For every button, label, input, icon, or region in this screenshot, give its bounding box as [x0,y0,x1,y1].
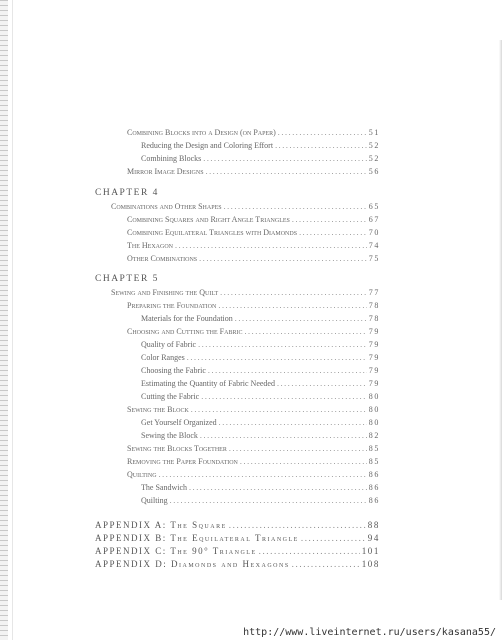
toc-entry-label: Quilting [127,470,157,479]
toc-entry[interactable] [95,453,380,467]
toc-entry-page: 52 [368,154,380,163]
toc-entry[interactable] [95,479,380,493]
toc-entry-page: 52 [368,141,380,150]
leader-dots [199,254,367,264]
toc-entry-page: 51 [368,128,380,137]
toc-entry-page: 85 [368,457,380,466]
toc-entry-label: Combining Blocks into a Design (on Paper) [127,128,276,137]
toc-entry[interactable] [95,336,380,350]
leader-dots [292,559,360,569]
toc-entry[interactable] [95,211,380,225]
toc-entry-page: 78 [368,314,380,323]
toc-entry-page: 86 [368,470,380,479]
toc-entry-label: Estimating the Quantity of Fabric Needed [141,379,275,388]
toc-entry-label: Preparing the Foundation [127,301,217,310]
toc-entry[interactable] [95,375,380,389]
toc-entry[interactable] [95,224,380,238]
toc-entry[interactable] [95,414,380,428]
leader-dots [206,167,367,177]
toc-entry[interactable] [95,440,380,454]
toc-entry[interactable] [95,323,380,337]
appendix-page: 108 [361,559,380,569]
toc-entry-label: The Sandwich [141,483,187,492]
toc-entry-label: Removing the Paper Foundation [127,457,238,466]
toc-entry-label: Cutting the Fabric [141,392,200,401]
toc-entry-label: Combining Blocks [141,154,202,163]
toc-entry-label: Sewing the Block [127,405,189,414]
toc-entry-label: Other Combinations [127,254,198,263]
toc-entry-label: Combinations and Other Shapes [111,202,222,211]
toc-entry-page: 79 [368,366,380,375]
appendix-page: 101 [361,546,380,556]
watermark-url: http://www.liveinternet.ru/users/kasana55/ [243,627,496,638]
appendix-entry[interactable] [95,516,380,530]
toc-entry-page: 77 [368,288,380,297]
toc-entry[interactable] [95,237,380,251]
toc-entry-label: Combining Equilateral Triangles with Diamonds [127,228,298,237]
appendix-label: APPENDIX A: The Square [95,520,227,530]
toc-entry-page: 79 [368,327,380,336]
appendix-entry[interactable] [95,529,380,543]
appendix-label: APPENDIX C: The 90° Triangle [95,546,257,556]
toc-entry-page: 85 [368,444,380,453]
toc-entry[interactable] [95,284,380,298]
appendix-page: 94 [367,533,380,543]
toc-entry-label: The Hexagon [127,241,173,250]
toc-entry-page: 67 [368,215,380,224]
spiral-binding [0,0,8,640]
toc-entry-label: Color Ranges [141,353,185,362]
toc-entry-page: 86 [368,496,380,505]
toc-entry-label: Reducing the Design and Coloring Effort [141,141,274,150]
appendix-page: 88 [367,520,380,530]
toc-entry[interactable] [95,137,380,151]
toc-entry-page: 79 [368,340,380,349]
toc-entry-page: 80 [368,392,380,401]
toc-entry[interactable] [95,492,380,506]
toc-entry-label: Choosing and Cutting the Fabric [127,327,243,336]
toc-entry-label: Get Yourself Organized [141,418,217,427]
toc-entry-label: Mirror Image Designs [127,167,204,176]
toc-entry[interactable] [95,163,380,177]
toc-entry-page: 80 [368,405,380,414]
toc-entry[interactable] [95,198,380,212]
toc-entry-page: 56 [368,167,380,176]
chapter-heading: CHAPTER 4 [95,188,159,198]
toc-entry[interactable] [95,150,380,164]
toc-entry-page: 79 [368,379,380,388]
toc-entry[interactable] [95,388,380,402]
toc-entry-label: Sewing the Block [141,431,198,440]
toc-entry[interactable] [95,427,380,441]
toc-entry-label: Sewing and Finishing the Quilt [111,288,219,297]
toc-entry[interactable] [95,310,380,324]
toc-entry-page: 70 [368,228,380,237]
toc-entry[interactable] [95,401,380,415]
appendix-label: APPENDIX D: Diamonds and Hexagons [95,559,290,569]
toc-entry[interactable] [95,124,380,138]
toc-entry-page: 65 [368,202,380,211]
toc-entry-label: Combining Squares and Right Angle Triangles [127,215,290,224]
toc-entry[interactable] [95,466,380,480]
leader-dots [170,496,367,506]
toc-entry-page: 75 [368,254,380,263]
toc-entry-label: Choosing the Fabric [141,366,206,375]
chapter-heading: CHAPTER 5 [95,274,159,284]
toc-entry-page: 80 [368,418,380,427]
toc-entry-label: Quality of Fabric [141,340,197,349]
toc-entry[interactable] [95,297,380,311]
appendix-entry[interactable] [95,542,380,556]
page-edge [12,0,13,640]
appendix-entry[interactable] [95,555,380,569]
toc-entry[interactable] [95,362,380,376]
toc-entry-page: 78 [368,301,380,310]
toc-entry-page: 82 [368,431,380,440]
toc-entry-page: 79 [368,353,380,362]
toc-entry-label: Sewing the Blocks Together [127,444,227,453]
toc-entry[interactable] [95,250,380,264]
toc-entry-page: 86 [368,483,380,492]
appendix-label: APPENDIX B: The Equilateral Triangle [95,533,299,543]
toc-entry[interactable] [95,349,380,363]
toc-entry-label: Materials for the Foundation [141,314,233,323]
toc-entry-label: Quilting [141,496,168,505]
toc-entry-page: 74 [368,241,380,250]
